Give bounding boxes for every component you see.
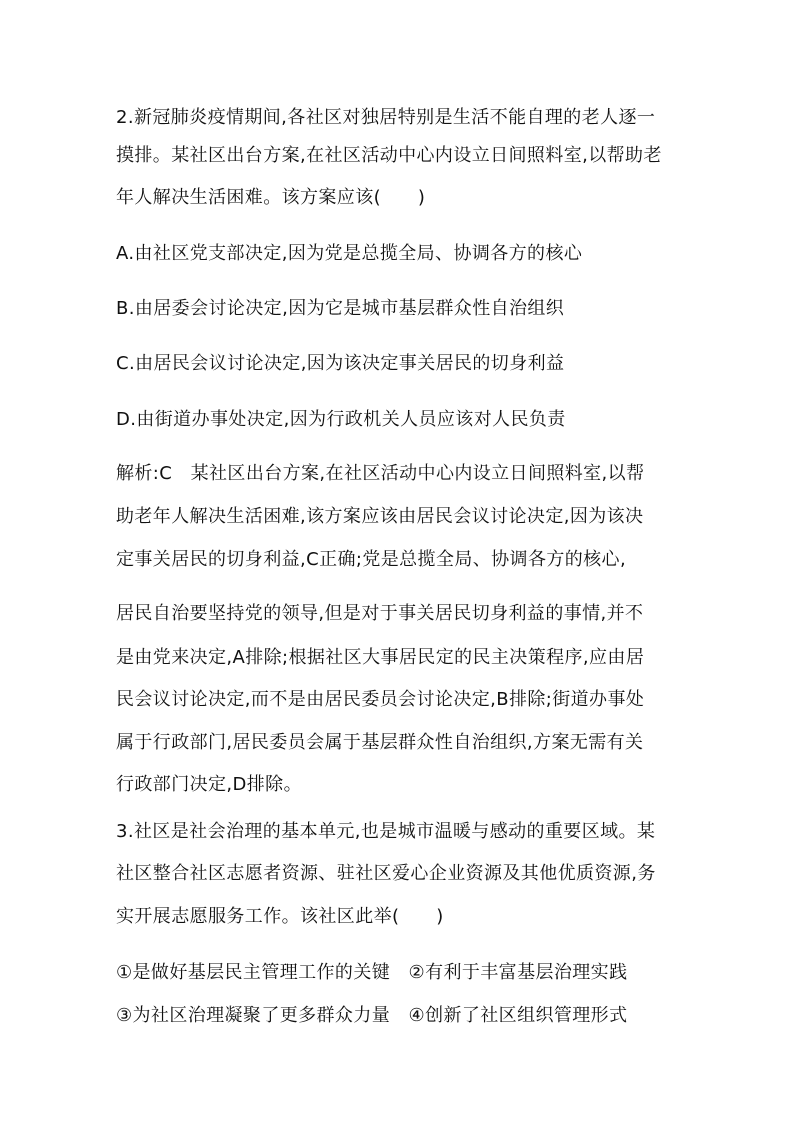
q2-analysis-line-3: 定事关居民的切身利益,C正确;党是总揽全局、协调各方的核心, bbox=[116, 549, 627, 570]
q2-analysis-line-2: 助老年人解决生活困难,该方案应该由居民会议讨论决定,因为该决 bbox=[116, 506, 644, 527]
q2-analysis-line-6: 民会议讨论决定,而不是由居民委员会讨论决定,B排除;街道办事处 bbox=[116, 689, 645, 710]
q3-stem-line-1: 3.社区是社会治理的基本单元,也是城市温暖与感动的重要区域。某 bbox=[116, 821, 656, 842]
q3-stem-line-2: 社区整合社区志愿者资源、驻社区爱心企业资源及其他优质资源,务 bbox=[116, 863, 656, 884]
q2-option-c: C.由居民会议讨论决定,因为该决定事关居民的切身利益 bbox=[116, 353, 565, 374]
q2-analysis-line-7: 属于行政部门,居民委员会属于基层群众性自治组织,方案无需有关 bbox=[116, 732, 644, 753]
q3-stem-line-3: 实开展志愿服务工作。该社区此举( ) bbox=[116, 906, 444, 927]
q2-analysis-line-5: 是由党来决定,A排除;根据社区大事居民定的民主决策程序,应由居 bbox=[116, 647, 645, 668]
q2-stem-line-3: 年人解决生活困难。该方案应该( ) bbox=[116, 187, 426, 208]
q2-analysis-line-4: 居民自治要坚持党的领导,但是对于事关居民切身利益的事情,并不 bbox=[116, 603, 644, 624]
q3-options-line-1: ①是做好基层民主管理工作的关键 ②有利于丰富基层治理实践 bbox=[116, 962, 628, 983]
q3-options-line-2: ③为社区治理凝聚了更多群众力量 ④创新了社区组织管理形式 bbox=[116, 1005, 628, 1026]
q2-analysis-line-1: 解析:C 某社区出台方案,在社区活动中心内设立日间照料室,以帮 bbox=[116, 463, 645, 484]
q2-analysis-line-8: 行政部门决定,D排除。 bbox=[116, 774, 302, 795]
q2-option-d: D.由街道办事处决定,因为行政机关人员应该对人民负责 bbox=[116, 409, 566, 430]
q2-stem-line-2: 摸排。某社区出台方案,在社区活动中心内设立日间照料室,以帮助老 bbox=[116, 145, 662, 166]
q2-stem-line-1: 2.新冠肺炎疫情期间,各社区对独居特别是生活不能自理的老人逐一 bbox=[116, 107, 656, 128]
q2-option-b: B.由居委会讨论决定,因为它是城市基层群众性自治组织 bbox=[116, 298, 565, 319]
q2-option-a: A.由社区党支部决定,因为党是总揽全局、协调各方的核心 bbox=[116, 243, 583, 264]
